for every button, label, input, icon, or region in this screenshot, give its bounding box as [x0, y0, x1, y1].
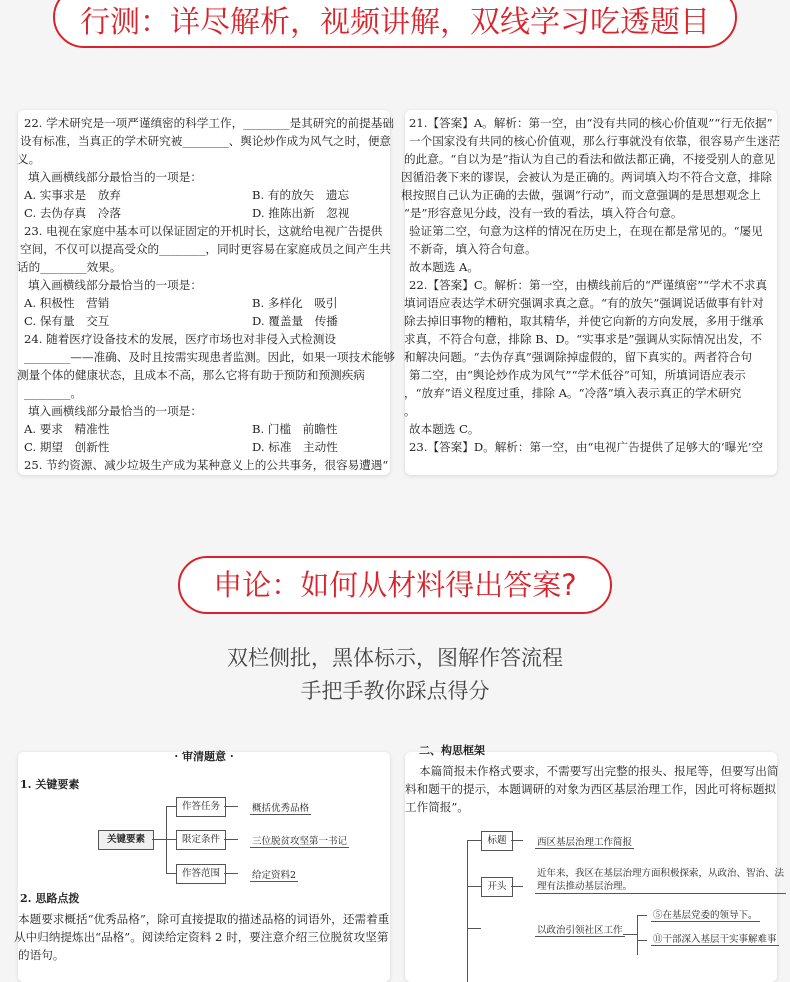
framework-value: 以政治引领社区工作	[535, 922, 625, 937]
subtitle-line-2: 手把手教你踩点得分	[300, 679, 490, 703]
text-line: 本题要求概括“优秀品格”，除可直接提取的描述品格的词语外，还需着重	[18, 912, 390, 926]
text-line: 第二空，由“舆论炒作成为风气”“学术低谷”可知，所填词语应表示	[409, 368, 746, 382]
text-line: 本篇简报未作格式要求，不需要写出完整的报头、报尾等，但要写出简	[419, 764, 779, 778]
framework-node: 标题	[481, 831, 513, 851]
text-line: 22. 学术研究是一项严谨缜密的科学工作，________是其研究的前提基础	[24, 116, 394, 130]
mindmap-node: 作答任务	[176, 797, 226, 817]
section-heading: 二、构思框架	[419, 744, 485, 757]
mindmap-value: 给定资料2	[250, 867, 298, 882]
text-line: 22.【答案】C。解析：第一空，由横线前后的“严谨缜密”“学术不求真	[409, 278, 768, 292]
report-card	[405, 744, 785, 982]
framework-value: 近年来，我区在基层治理方面积极探索，从政治、智治、法 理有法推动基层治理。	[537, 868, 785, 892]
option-row: A. 实事求是 放弃 B. 有的放矢 遗忘	[24, 188, 350, 202]
text-line: 24. 随着医疗设备技术的发展，医疗市场也对非侵入式检测设	[24, 332, 336, 346]
mindmap-node: 作答范围	[176, 864, 226, 884]
text-line: “是”形容意见分歧，没有一致的看法，填入符合句意。	[404, 206, 683, 220]
text-line: 21.【答案】A。解析：第一空，由“没有共同的核心价值观”“行无依据”	[409, 116, 773, 130]
mindmap-value: 概括优秀品格	[250, 800, 311, 815]
text-line: 测量个体的健康状态，且成本不高，那么它将有助于预防和预测疾病	[17, 368, 365, 382]
framework-leaf: ⑤在基层党委的领导下。	[651, 907, 760, 922]
text-line: 工作简报”。	[405, 800, 469, 814]
text-line: 23. 电视在家庭中基本可以保证固定的开机时长，这就给电视广告提供	[24, 224, 383, 238]
text-line: 的此意。“自以为是”指认为自己的看法和做法都正确，不接受别人的意见	[404, 152, 776, 166]
text-line: 料和题干的提示，本题调研的对象为西区基层治理工作，因此可将标题拟	[405, 782, 777, 796]
analysis-title: · 审清题意 ·	[174, 750, 234, 763]
text-line: 验证第二空，句意为这样的情况在历史上，在现在都是常见的。“屡见	[409, 224, 763, 238]
answers-card	[401, 110, 781, 475]
text-line: 填入画横线部分最恰当的一项是：	[28, 278, 202, 292]
text-line: ________——准确、及时且按需实现患者监测。因此，如果一项技术能够	[24, 350, 396, 364]
text-line: 义。	[17, 152, 41, 166]
text-line: 和解决问题。“去伪存真”强调除掉虚假的，留下真实的。两者符合句	[404, 350, 753, 364]
text-line: 求真，不符合句意，排除 B、D。“实事求是”强调从实际情况出发，不	[404, 332, 762, 346]
questions-card	[17, 110, 396, 475]
text-line: 25. 节约资源、减少垃圾生产成为某种意义上的公共事务，很容易遭遇“	[24, 458, 389, 472]
text-line: 除去掉旧事物的糟粕，取其精华，并使它向新的方向发展，多用于继承	[404, 314, 764, 328]
text-line: 填词语应表达学术研究强调求真之意。“有的放矢”强调说话做事有针对	[404, 296, 764, 310]
subtitle-line-1: 双栏侧批，黑体标示，图解作答流程	[227, 646, 563, 670]
text-line: 23.【答案】D。解析：第一空，由“电视广告提供了足够大的‘曝光’空	[409, 440, 764, 454]
mindmap-value: 三位脱贫攻坚第一书记	[250, 833, 349, 848]
framework-node: 开头	[481, 877, 513, 897]
mindmap-node: 限定条件	[176, 830, 226, 850]
framework-leaf: ⑪干部深入基层干实事解难事	[651, 931, 779, 946]
option-row: A. 要求 精准性 B. 门槛 前瞻性	[24, 422, 338, 436]
section-title-shenlun: 申论：如何从材料得出答案?	[178, 556, 612, 614]
text-line: 根按照自己认为正确的去做，强调“行动”，而文意强调的是思想观念上	[401, 188, 761, 202]
text-line: ________。	[24, 386, 82, 400]
text-line: 的语句。	[18, 948, 65, 962]
text-line: 设有标准，当真正的学术研究被________、舆论炒作成为风气之时，便意	[20, 134, 392, 148]
option-row: C. 期望 创新性 D. 标准 主动性	[24, 440, 338, 454]
text-line: ，“放弃”语义程度过重，排除 A。“冷落”填入表示真正的学术研究	[404, 386, 742, 400]
text-line: 因循沿袭下来的谬误，会被认为是正确的。两词填入均不符合文意，排除	[401, 170, 773, 184]
text-line: 故本题选 C。	[409, 422, 480, 436]
option-row: A. 积极性 营销 B. 多样化 吸引	[24, 296, 338, 310]
option-row: C. 保有量 交互 D. 覆盖量 传播	[24, 314, 338, 328]
text-line: 填入画横线部分最恰当的一项是：	[28, 404, 202, 418]
text-line: 一个国家没有共同的核心价值观，那么行事就没有依靠，很容易产生迷茫	[409, 134, 781, 148]
section-title-xingce: 行测：详尽解析，视频讲解，双线学习吃透题目	[53, 0, 737, 48]
analysis-card	[14, 750, 390, 982]
text-line: 不新奇，填入符合句意。	[409, 242, 537, 256]
section-heading: 1. 关键要素	[20, 778, 80, 791]
text-line: 话的________效果。	[17, 260, 122, 274]
text-line: 填入画横线部分最恰当的一项是：	[28, 170, 202, 184]
text-line: 从中归纳提炼出“品格”。阅读给定资料 2 时，要注意介绍三位脱贫攻坚第	[14, 930, 389, 944]
mindmap-root: 关键要素	[98, 830, 154, 850]
framework-value: 西区基层治理工作简报	[535, 834, 634, 849]
option-row: C. 去伪存真 冷落 D. 推陈出新 忽视	[24, 206, 350, 220]
text-line: 。	[404, 404, 416, 418]
text-line: 故本题选 A。	[409, 260, 480, 274]
section-heading: 2. 思路点拨	[20, 892, 80, 905]
text-line: 空间，不仅可以提高受众的________，同时更容易在家庭成员之间产生共	[20, 242, 392, 256]
